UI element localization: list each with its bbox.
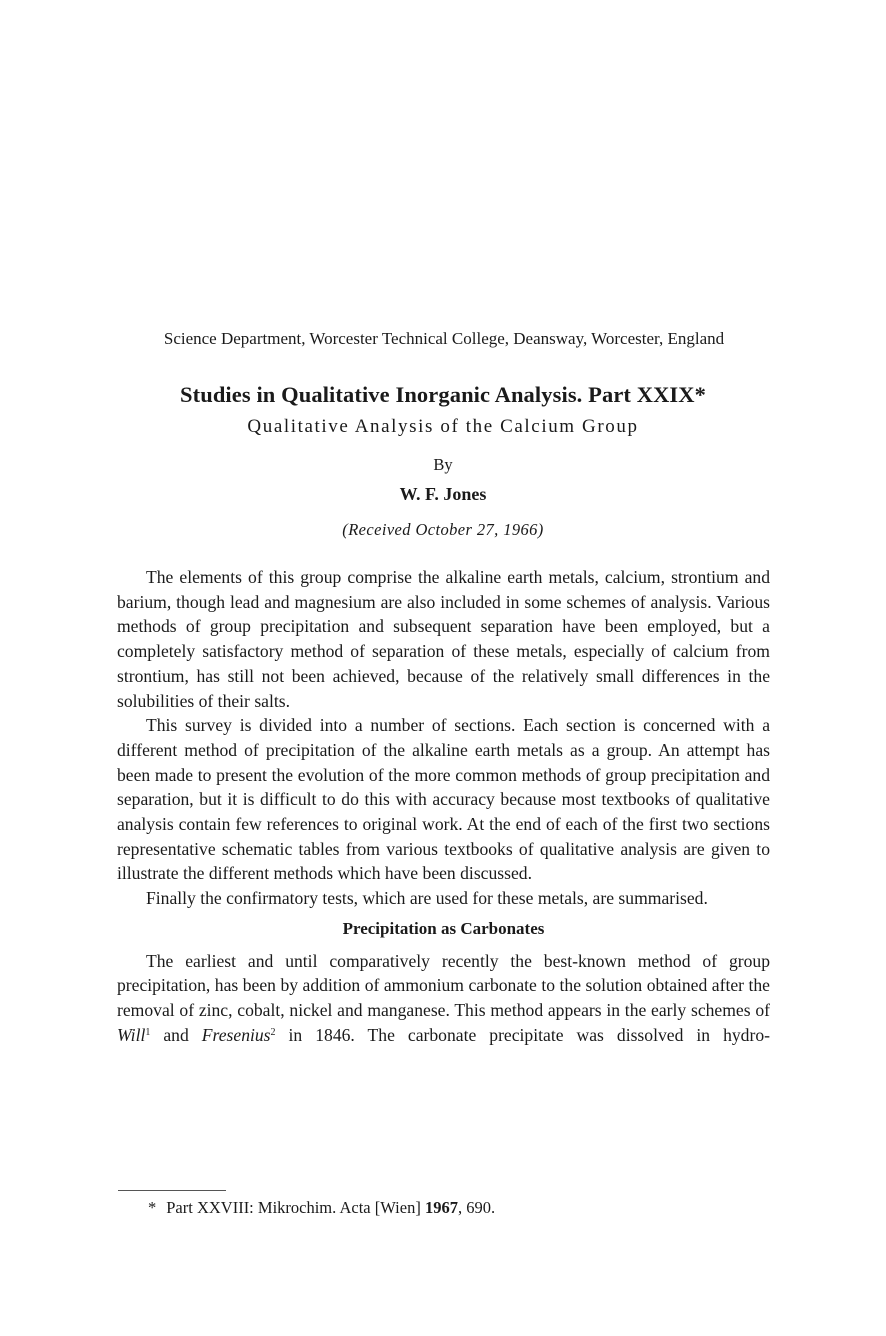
paragraph-1: The elements of this group comprise the alkaline earth metals, calcium, strontium and barium, though lead and magnesium are also included in some schemes of analysis. Various methods of group precipitation and subsequent separation have been employed, but a completely satisfactory method of separation of these metals, especially of calcium from strontium, has still not been achieved, because of the relatively small differences in the solubilities of their salts. [117,567,770,711]
footnote-text: Part XXVIII: Mikrochim. Acta [Wien] [166,1198,421,1217]
section-heading: Precipitation as Carbonates [342,918,545,938]
reference-marker-2: 2 [270,1026,276,1038]
article-body [117,565,770,1047]
paragraph-2: This survey is divided into a number of sections. Each section is concerned with a different method of precipitation of the alkaline earth metals as a group. An attempt has been made to present the evolution of the more common methods of group precipitation and separation, but it is difficult to do this with accuracy because most textbooks of qualitative analysis contain few references to original work. At the end of each of the first two sections representative schematic tables from various textbooks of qualitative analysis are given to illustrate the different methods which have been discussed. [117,715,770,884]
paragraph-4-and: and [163,1024,189,1045]
footnote-page: , 690. [457,1198,496,1217]
footnote-divider [118,1190,226,1191]
paragraph-4 [117,949,770,1048]
citation-fresenius: Fresenius [201,1024,271,1045]
paragraph-4-text-b: in 1846. The carbonate precipitate was dissolved in hydro- [288,1024,770,1045]
paper-subtitle: Qualitative Analysis of the Calcium Group [247,416,639,437]
byline-label: By [433,455,453,474]
reference-marker-1: 1 [145,1026,151,1038]
author-name: W. F. Jones [399,484,487,504]
footnote-year: 1967 [424,1198,458,1217]
paragraph-4-text-a: The earliest and until comparatively recently the best-known method of group precipitation, has been by addition of ammonium carbonate to the solution obtained after the removal of zinc, cobalt, nickel and manganese. This method appears in the early schemes of [117,950,770,1020]
author-affiliation: Science Department, Worcester Technical College, Deansway, Worcester, England [163,329,725,348]
footnote [148,1198,495,1218]
paragraph-3: Finally the confirmatory tests, which are used for these metals, are summarised. [146,888,708,909]
received-date: (Received October 27, 1966) [342,520,544,539]
footnote-marker: * [148,1198,157,1217]
paper-title: Studies in Qualitative Inorganic Analysis. Part XXIX* [180,382,706,407]
citation-will: Will [117,1024,146,1045]
